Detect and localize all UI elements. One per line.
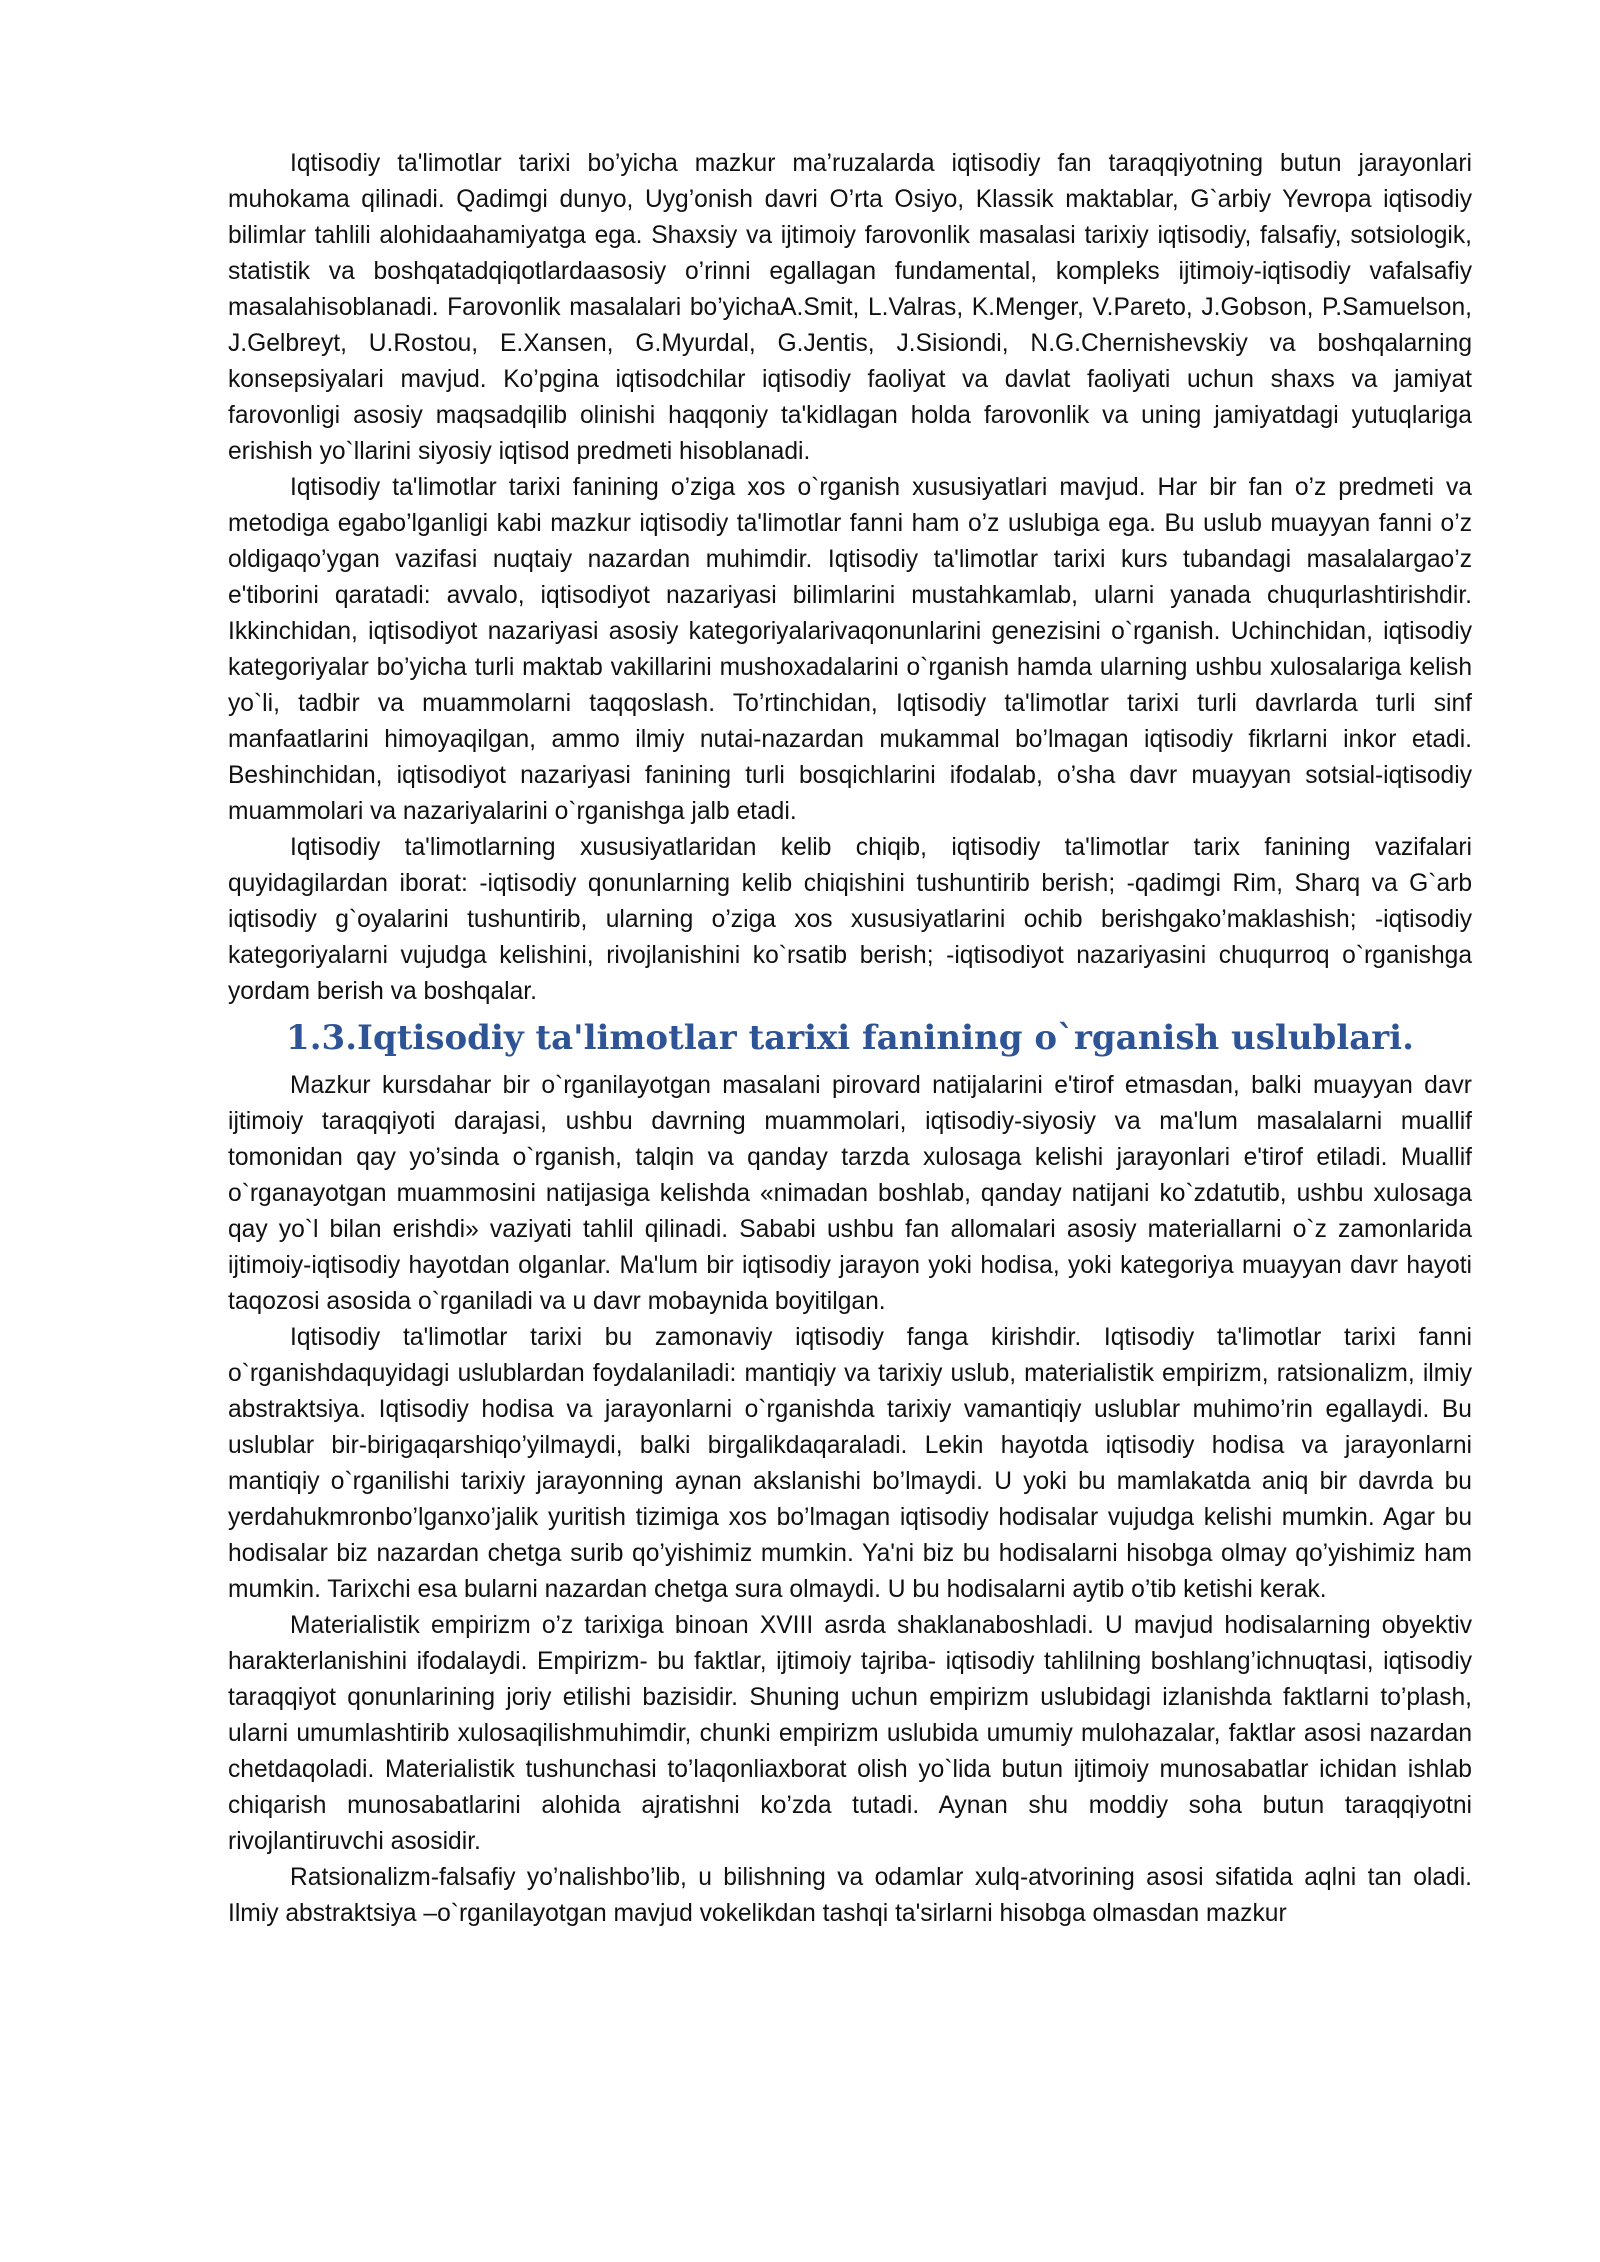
paragraph-1: Iqtisodiy ta'limotlar tarixi bo’yicha mazkur ma’ruzalarda iqtisodiy fan taraqqiyotning butun jarayonlari muhokama qilinadi. Qadimgi dunyo, Uyg’onish davri O’rta Osiyo, Klassik maktablar, G`arbiy Yevropa iqtisodiy bilimlar tahlili alohidaahamiyatga ega. Shaxsiy va ijtimoiy farovonlik masalasi tarixiy iqtisodiy, falsafiy, sotsiologik, statistik va boshqatadqiqotlardaasosiy o’rinni egallagan fundamental, kompleks ijtimoiy-iqtisodiy vafalsafiy masalahisoblanadi. Farovonlik masalalari bo’yichaA.Smit, L.Valras, K.Menger, V.Pareto, J.Gobson, P.Samuelson, J.Gelbreyt, U.Rostou, E.Xansen, G.Myurdal, G.Jentis, J.Sisiondi, N.G.Chernishevskiy va boshqalarning konsepsiyalari mavjud. Ko’pgina iqtisodchilar iqtisodiy faoliyat va davlat faoliyati uchun shaxs va jamiyat farovonligi asosiy maqsadqilib olinishi haqqoniy ta'kidlagan holda farovonlik va uning jamiyatdagi yutuqlariga erishish yo`llarini siyosiy iqtisod predmeti hisoblanadi. <box>228 150 1472 465</box>
paragraph-5: Iqtisodiy ta'limotlar tarixi bu zamonaviy iqtisodiy fanga kirishdir. Iqtisodiy ta'limotlar tarixi fanni o`rganishdaquyidagi uslublardan foydalaniladi: mantiqiy va tarixiy uslub, materialistik empirizm, ratsionalizm, ilmiy abstraktsiya. Iqtisodiy hodisa va jarayonlarni o`rganishda tarixiy vamantiqiy uslublar muhimo’rin egallaydi. Bu uslublar bir-birigaqarshiqo’yilmaydi, balki birgalikdaqaraladi. Lekin hayotda iqtisodiy hodisa va jarayonlarni mantiqiy o`rganilishi tarixiy jarayonning aynan akslanishi bo’lmaydi. U yoki bu mamlakatda aniq bir davrda bu yerdahukmronbo’lganxo’jalik yuritish tizimiga xos bo’lmagan iqtisodiy hodisalar vujudga kelishi mumkin. Agar bu hodisalar biz nazardan chetga surib qo’yishimiz mumkin. Ya'ni biz bu hodisalarni hisobga olmay qo’yishimiz ham mumkin. Tarixchi esa bularni nazardan chetga sura olmaydi. U bu hodisalarni aytib o’tib ketishi kerak. <box>228 1324 1472 1603</box>
paragraph-6: Materialistik empirizm o’z tarixiga binoan XVIII asrda shaklanaboshladi. U mavjud hodisalarning obyektiv harakterlanishini ifodalaydi. Empirizm- bu faktlar, ijtimoiy tajriba- iqtisodiy tahlilning boshlang’ichnuqtasi, iqtisodiy taraqqiyot qonunlarining joriy etilishi bazisidir. Shuning uchun empirizm uslubidagi izlanishda faktlarni to’plash, ularni umumlashtirib xulosaqilishmuhimdir, chunki empirizm uslubida umumiy mulohazalar, faktlar asosi nazardan chetdaqoladi. Materialistik tushunchasi to’laqonliaxborat olish yo`lida butun ijtimoiy munosabatlar ichidan ishlab chiqarish munosabatlarini alohida ajratishni ko’zda tutadi. Aynan shu moddiy soha butun taraqqiyotni rivojlantiruvchi asosidir. <box>228 1612 1472 1855</box>
paragraph-7: Ratsionalizm-falsafiy yo’nalishbo’lib, u bilishning va odamlar xulq-atvorining asosi sifatida aqlni tan oladi. Ilmiy abstraktsiya –o`rganilayotgan mavjud vokelikdan tashqi ta'sirlarni hisobga olmasdan mazkur <box>228 1864 1472 1927</box>
paragraph-2: Iqtisodiy ta'limotlar tarixi fanining o’ziga xos o`rganish xususiyatlari mavjud. Har bir fan o’z predmeti va metodiga egabo’lganligi kabi mazkur iqtisodiy ta'limotlar fanni ham o’z uslubiga ega. Bu uslub muayyan fanni o’z oldigaqo’ygan vazifasi nuqtaiy nazardan muhimdir. Iqtisodiy ta'limotlar tarixi kurs tubandagi masalalargao’z e'tiborini qaratadi: avvalo, iqtisodiyot nazariyasi bilimlarini mustahkamlab, ularni yanada chuqurlashtirishdir. Ikkinchidan, iqtisodiyot nazariyasi asosiy kategoriyalarivaqonunlarini genezisini o`rganish. Uchinchidan, iqtisodiy kategoriyalar bo’yicha turli maktab vakillarini mushoxadalarini o`rganish hamda ularning ushbu xulosalariga kelish yo`li, tadbir va muammolarni taqqoslash. To’rtinchidan, Iqtisodiy ta'limotlar tarixi turli davrlarda turli sinf manfaatlarini himoyaqilgan, ammo ilmiy nutai-nazardan mukammal bo’lmagan iqtisodiy fikrlarni inkor etadi. Beshinchidan, iqtisodiyot nazariyasi fanining turli bosqichlarini ifodalab, o’sha davr muayyan sotsial-iqtisodiy muammolari va nazariyalarini o`rganishga jalb etadi. <box>228 474 1472 825</box>
paragraph-3: Iqtisodiy ta'limotlarning xususiyatlaridan kelib chiqib, iqtisodiy ta'limotlar tarix fanining vazifalari quyidagilardan iborat: -iqtisodiy qonunlarning kelib chiqishini tushuntirib berish; -qadimgi Rim, Sharq va G`arb iqtisodiy g`oyalarini tushuntirib, ularning o’ziga xos xususiyatlarini ochib berishgako’maklashish; -iqtisodiy kategoriyalarni vujudga kelishini, rivojlanishini ko`rsatib berish; -iqtisodiyot nazariyasini chuqurroq o`rganishga yordam berish va boshqalar. <box>228 834 1472 1005</box>
document-page <box>228 146 1472 1932</box>
paragraph-4: Mazkur kursdahar bir o`rganilayotgan masalani pirovard natijalarini e'tirof etmasdan, balki muayyan davr ijtimoiy taraqqiyoti darajasi, ushbu davrning muammolari, iqtisodiy-siyosiy va ma'lum masalalarni muallif tomonidan qay yo’sinda o`rganish, talqin va qanday tarzda xulosaga kelishi jarayonlari e'tirof etiladi. Muallif o`rganayotgan muammosini natijasiga kelishda «nimadan boshlab, qanday natijani ko`zdatutib, ushbu xulosaga qay yo`l bilan erishdi» vaziyati tahlil qilinadi. Sababi ushbu fan allomalari asosiy materiallarni o`z zamonlarida ijtimoiy-iqtisodiy hayotdan olganlar. Ma'lum bir iqtisodiy jarayon yoki hodisa, yoki kategoriya muayyan davr hayoti taqozosi asosida o`rganiladi va u davr mobaynida boyitilgan. <box>228 1072 1472 1315</box>
section-heading: 1.3.Iqtisodiy ta'limotlar tarixi fanining o`rganish uslublari. <box>286 1018 1414 1058</box>
